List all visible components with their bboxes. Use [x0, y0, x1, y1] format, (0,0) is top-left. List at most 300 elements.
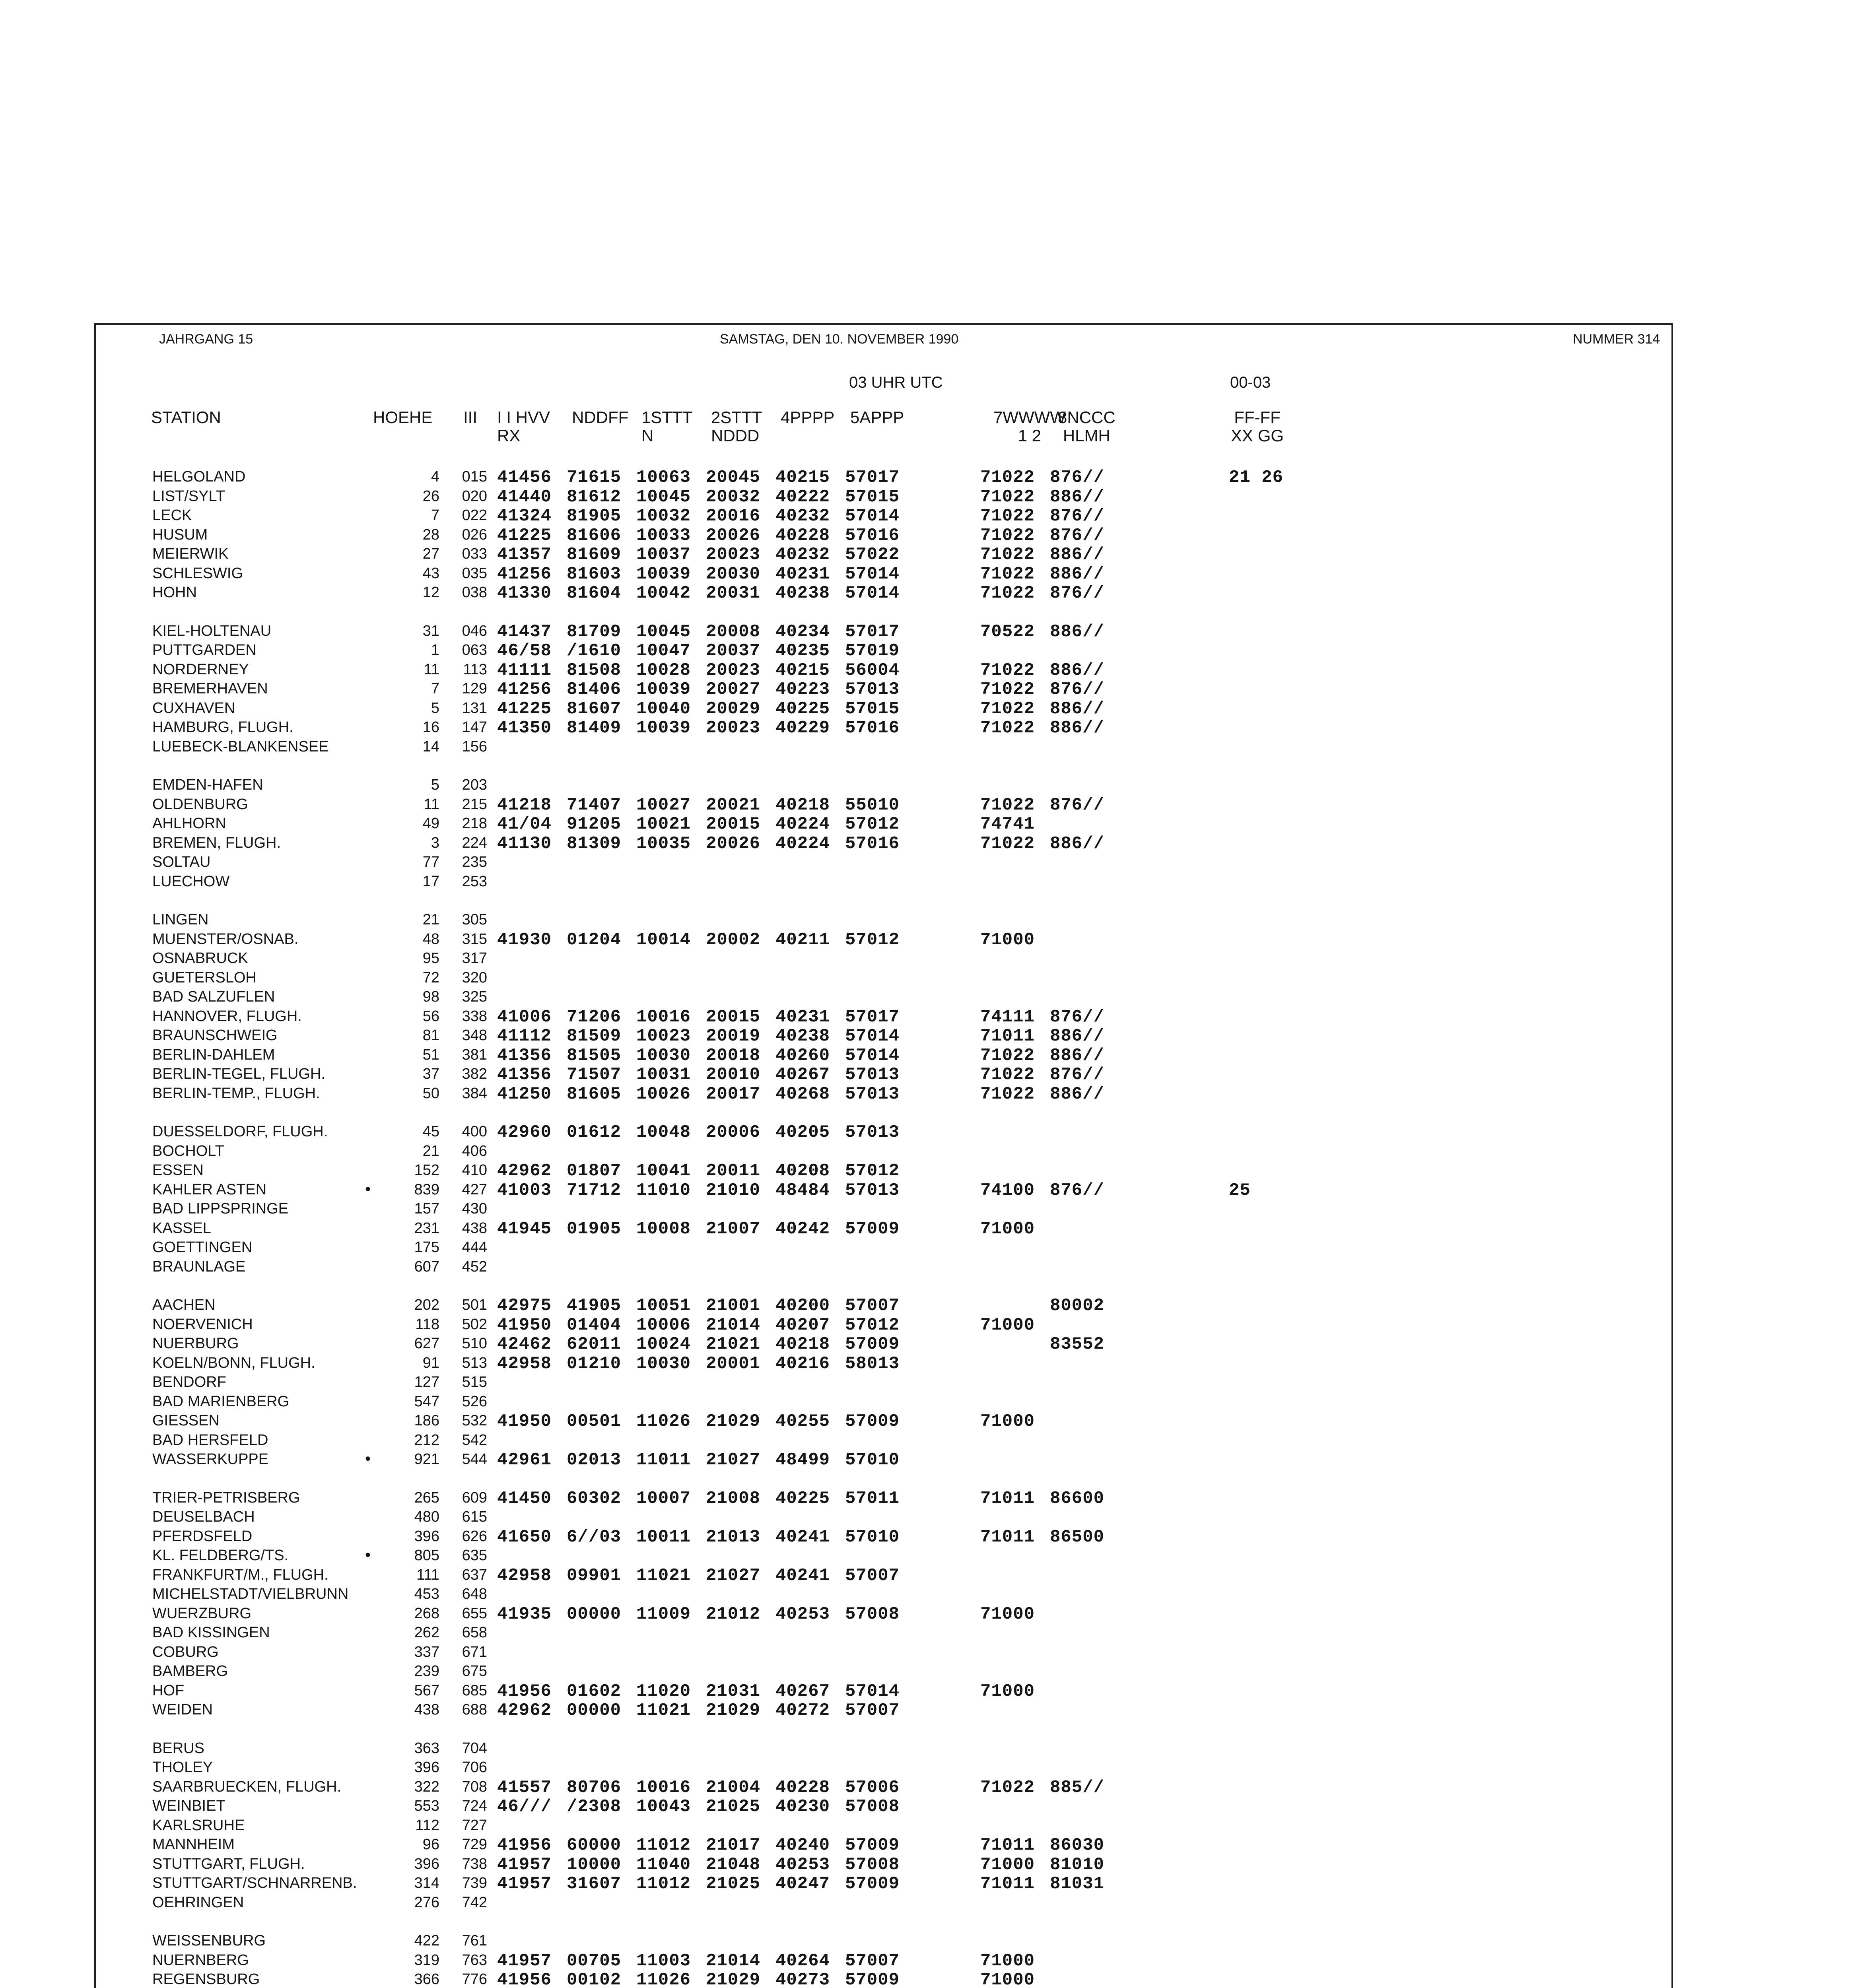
station-index: 063: [462, 642, 487, 658]
code-group-c7: 71022: [980, 506, 1035, 526]
code-group-c2: 6//03: [567, 1527, 622, 1547]
code-group-c6: 57017: [845, 1007, 900, 1027]
code-group-c1: 41957: [497, 1854, 552, 1875]
code-group-c8: 886//: [1050, 1084, 1105, 1104]
code-group-c1: 46/58: [497, 641, 552, 661]
station-index: 724: [462, 1798, 487, 1814]
station-index: 526: [462, 1393, 487, 1410]
code-group-c6: 57014: [845, 506, 900, 526]
code-group-c5: 40225: [775, 699, 830, 719]
station-index: 305: [462, 911, 487, 928]
table-row: [0, 1624, 1854, 1644]
station-height: 96: [422, 1836, 439, 1853]
code-group-c6: 57014: [845, 1045, 900, 1066]
table-row: [0, 1778, 1854, 1798]
code-group-c3: 10026: [636, 1084, 691, 1104]
code-group-c1: 41130: [497, 833, 552, 854]
code-group-c3: 10030: [636, 1045, 691, 1066]
code-group-c5: 40200: [775, 1296, 830, 1316]
table-row: [0, 1682, 1854, 1702]
code-group-c6: 57014: [845, 583, 900, 603]
code-group-c3: 10014: [636, 930, 691, 950]
station-height: 396: [414, 1528, 439, 1545]
code-group-c6: 57008: [845, 1854, 900, 1875]
code-group-c6: 57013: [845, 679, 900, 699]
code-group-c6: 57022: [845, 545, 900, 565]
code-group-c6: 57007: [845, 1296, 900, 1316]
table-row: [0, 1759, 1854, 1778]
table-row: [0, 1393, 1854, 1413]
code-group-c5: 40229: [775, 718, 830, 738]
code-group-c3: 10037: [636, 545, 691, 565]
code-group-c2: 71507: [567, 1065, 622, 1085]
code-group-c5: 40238: [775, 583, 830, 603]
code-group-c4: 21014: [706, 1315, 761, 1335]
code-group-c1: 41440: [497, 487, 552, 507]
code-group-c5: 40253: [775, 1604, 830, 1624]
code-group-c3: 11011: [636, 1450, 691, 1470]
code-group-c5: 40231: [775, 564, 830, 584]
station-index: 046: [462, 622, 487, 639]
code-group-c4: 20030: [706, 564, 761, 584]
code-group-c1: 41350: [497, 718, 552, 738]
station-height: 921: [414, 1451, 439, 1468]
code-group-c1: 42462: [497, 1334, 552, 1354]
code-group-c3: 11021: [636, 1701, 691, 1720]
code-group-c4: 21027: [706, 1565, 761, 1586]
station-height: 95: [422, 950, 439, 967]
code-group-c1: 41330: [497, 583, 552, 603]
code-group-c3: 11026: [636, 1411, 691, 1431]
station-name: WEISSENBURG: [152, 1932, 266, 1949]
code-group-c7: 71022: [980, 564, 1035, 584]
code-group-c7: 74741: [980, 814, 1035, 834]
code-group-c2: 81509: [567, 1026, 622, 1046]
code-group-c4: 20026: [706, 833, 761, 854]
code-group-c5: 40260: [775, 1045, 830, 1066]
station-name: SOLTAU: [152, 854, 211, 870]
code-group-c4: 20023: [706, 545, 761, 565]
station-height: 268: [414, 1605, 439, 1622]
code-group-c1: 41437: [497, 621, 552, 642]
station-index: 542: [462, 1431, 487, 1448]
station-name: BAD SALZUFLEN: [152, 988, 275, 1005]
code-group-c3: 10033: [636, 525, 691, 546]
station-index: 706: [462, 1759, 487, 1776]
station-height: 239: [414, 1663, 439, 1679]
code-group-c1: 46///: [497, 1797, 552, 1817]
code-group-c7: 71022: [980, 679, 1035, 699]
station-index: 113: [463, 661, 487, 678]
code-group-c6: 57009: [845, 1334, 900, 1354]
code-group-c5: 40223: [775, 679, 830, 699]
station-height: 98: [422, 988, 439, 1005]
station-name: BRAUNSCHWEIG: [152, 1027, 278, 1044]
station-height: 547: [414, 1393, 439, 1410]
code-group-c7: 71000: [980, 1411, 1035, 1431]
code-group-c6: 57016: [845, 525, 900, 546]
code-group-c3: 10016: [636, 1777, 691, 1798]
column-header-c4: 2STTT NDDD: [711, 408, 762, 445]
station-index: 156: [462, 738, 487, 755]
code-group-c8: 886//: [1050, 621, 1105, 642]
code-group-c8: 886//: [1050, 833, 1105, 854]
code-group-c5: 40216: [775, 1353, 830, 1374]
code-group-c6: 57017: [845, 621, 900, 642]
station-name: HUSUM: [152, 526, 208, 543]
code-group-c6: 57013: [845, 1065, 900, 1085]
code-group-c1: 41324: [497, 506, 552, 526]
code-group-c2: 01404: [567, 1315, 622, 1335]
station-name: NORDERNEY: [152, 661, 249, 678]
code-group-c4: 21008: [706, 1488, 761, 1508]
code-group-c6: 57009: [845, 1835, 900, 1855]
code-group-c2: 00000: [567, 1701, 622, 1720]
code-group-c5: 40205: [775, 1122, 830, 1142]
station-name: CUXHAVEN: [152, 699, 235, 716]
station-name: STUTTGART, FLUGH.: [152, 1855, 305, 1872]
station-name: LECK: [152, 507, 192, 524]
code-group-c1: 41225: [497, 525, 552, 546]
station-index: 502: [462, 1316, 487, 1333]
station-height: 111: [416, 1566, 439, 1583]
station-height: 438: [414, 1701, 439, 1718]
code-group-c1: 41956: [497, 1970, 552, 1988]
code-group-c4: 21007: [706, 1219, 761, 1239]
table-row: [0, 507, 1854, 526]
station-height: 7: [431, 680, 439, 697]
station-name: BERLIN-TEMP., FLUGH.: [152, 1085, 320, 1102]
code-group-c4: 20002: [706, 930, 761, 950]
code-group-c8: 876//: [1050, 1007, 1105, 1027]
table-row: [0, 1085, 1854, 1105]
code-group-c8: 876//: [1050, 795, 1105, 815]
code-group-c4: 20037: [706, 641, 761, 661]
table-row: [0, 1740, 1854, 1759]
code-group-c3: 11010: [636, 1180, 691, 1200]
station-name: BERLIN-DAHLEM: [152, 1046, 275, 1063]
code-group-c2: 81409: [567, 718, 622, 738]
code-group-c7: 71022: [980, 583, 1035, 603]
station-height: 202: [414, 1297, 439, 1313]
code-group-c2: 81406: [567, 679, 622, 699]
code-group-c1: 41225: [497, 699, 552, 719]
station-name: BAD KISSINGEN: [152, 1624, 270, 1641]
header-volume: JAHRGANG 15: [159, 332, 253, 347]
code-group-c5: 40247: [775, 1874, 830, 1894]
station-height: 5: [431, 699, 439, 716]
station-height: 262: [414, 1624, 439, 1641]
table-row: [0, 1220, 1854, 1239]
station-height: 805: [414, 1547, 439, 1564]
station-index: 348: [462, 1027, 487, 1044]
code-group-c7: 71022: [980, 1045, 1035, 1066]
code-group-c6: 57007: [845, 1565, 900, 1586]
code-group-c5: 40242: [775, 1219, 830, 1239]
code-group-c2: 00501: [567, 1411, 622, 1431]
station-index: 235: [462, 854, 487, 870]
table-row: [0, 738, 1854, 758]
code-group-c8: 886//: [1050, 564, 1105, 584]
station-name: NOERVENICH: [152, 1316, 253, 1333]
station-height: 91: [422, 1354, 439, 1371]
station-name: FRANKFURT/M., FLUGH.: [152, 1566, 328, 1583]
station-index: 671: [462, 1643, 487, 1660]
code-group-c2: 81309: [567, 833, 622, 854]
station-index: 444: [462, 1239, 487, 1256]
code-group-c3: 11021: [636, 1565, 691, 1586]
station-index: 382: [462, 1066, 487, 1082]
station-name: BAD HERSFELD: [152, 1431, 268, 1448]
code-group-c3: 10024: [636, 1334, 691, 1354]
code-group-c3: 11012: [636, 1835, 691, 1855]
table-row: [0, 1508, 1854, 1528]
table-row: [0, 1663, 1854, 1682]
table-row: [0, 1875, 1854, 1894]
table-row: [0, 584, 1854, 604]
station-name: MEIERWIK: [152, 546, 229, 562]
code-group-c3: 11012: [636, 1874, 691, 1894]
table-row: [0, 777, 1854, 796]
code-group-c2: 00000: [567, 1604, 622, 1624]
code-group-c6: 57014: [845, 564, 900, 584]
station-index: 215: [462, 796, 487, 813]
table-row: [0, 1547, 1854, 1567]
column-header-c1: I I HVV RX: [497, 408, 550, 445]
code-group-c4: 21004: [706, 1777, 761, 1798]
code-group-c3: 10041: [636, 1161, 691, 1181]
code-group-c5: 40232: [775, 506, 830, 526]
code-group-c6: 57014: [845, 1026, 900, 1046]
station-name: BREMERHAVEN: [152, 680, 268, 697]
code-group-c4: 20045: [706, 468, 761, 487]
table-row: [0, 1181, 1854, 1201]
station-name: KOELN/BONN, FLUGH.: [152, 1354, 315, 1371]
station-index: 129: [462, 680, 487, 697]
code-group-c7: 71011: [980, 1874, 1035, 1894]
code-group-c4: 20008: [706, 621, 761, 642]
code-group-c2: 71206: [567, 1007, 622, 1027]
station-index: 655: [462, 1605, 487, 1622]
station-height: 319: [414, 1951, 439, 1969]
station-name: BENDORF: [152, 1374, 226, 1390]
code-group-c2: 71712: [567, 1180, 622, 1200]
station-index: 761: [462, 1932, 487, 1949]
code-group-c1: 42958: [497, 1353, 552, 1374]
station-index: 637: [462, 1566, 487, 1583]
station-height: 363: [414, 1740, 439, 1757]
code-group-c3: 10047: [636, 641, 691, 661]
station-height: 396: [414, 1759, 439, 1776]
station-name: BAD LIPPSPRINGE: [152, 1200, 289, 1217]
code-group-c4: 21014: [706, 1951, 761, 1971]
code-group-c5: 40218: [775, 795, 830, 815]
code-group-c4: 21031: [706, 1681, 761, 1701]
table-row: [0, 1798, 1854, 1817]
code-group-c5: 40273: [775, 1970, 830, 1988]
code-group-c7: 71000: [980, 1970, 1035, 1988]
station-index: 658: [462, 1624, 487, 1641]
code-group-c8: 876//: [1050, 583, 1105, 603]
station-height: 21: [422, 1142, 439, 1159]
header-number: NUMMER 314: [1573, 332, 1660, 347]
table-row: [0, 546, 1854, 565]
station-name: EMDEN-HAFEN: [152, 777, 263, 793]
code-group-c4: 20001: [706, 1353, 761, 1374]
code-group-c2: 91205: [567, 814, 622, 834]
station-height: 49: [422, 815, 439, 832]
code-group-c3: 10006: [636, 1315, 691, 1335]
code-group-c2: 60302: [567, 1488, 622, 1508]
code-group-c7: 71000: [980, 1604, 1035, 1624]
code-group-c5: 40224: [775, 833, 830, 854]
code-group-c2: 00705: [567, 1951, 622, 1971]
station-name: BERUS: [152, 1740, 204, 1757]
code-group-c4: 20031: [706, 583, 761, 603]
code-group-c4: 20021: [706, 795, 761, 815]
code-group-c8: 86600: [1050, 1488, 1105, 1508]
code-group-c1: 41950: [497, 1315, 552, 1335]
table-row: [0, 1701, 1854, 1721]
code-group-c7: 74100: [980, 1180, 1035, 1200]
code-group-c8: 876//: [1050, 525, 1105, 546]
code-group-c4: 21025: [706, 1797, 761, 1817]
table-row: [0, 680, 1854, 700]
code-group-c7: 71011: [980, 1026, 1035, 1046]
column-header-c9: FF-FF XX GG: [1231, 408, 1284, 445]
code-group-c3: 10039: [636, 718, 691, 738]
table-row: [0, 623, 1854, 642]
table-row: [0, 1008, 1854, 1027]
station-index: 147: [462, 719, 487, 736]
station-index: 218: [462, 815, 487, 832]
station-height: 567: [414, 1682, 439, 1699]
station-height: 14: [422, 738, 439, 755]
code-group-c5: 40267: [775, 1681, 830, 1701]
code-group-c4: 20023: [706, 718, 761, 738]
station-index: 203: [462, 777, 487, 793]
code-group-c6: 57008: [845, 1797, 900, 1817]
station-height: 17: [422, 873, 439, 890]
code-group-c2: 01204: [567, 930, 622, 950]
table-row: [0, 1856, 1854, 1875]
code-group-c4: 20027: [706, 679, 761, 699]
code-group-c2: 01905: [567, 1219, 622, 1239]
code-group-c7: 71000: [980, 1315, 1035, 1335]
code-group-c6: 57012: [845, 814, 900, 834]
station-name: BREMEN, FLUGH.: [152, 834, 281, 851]
column-header-station: STATION: [151, 408, 221, 427]
code-group-c7: 71022: [980, 487, 1035, 507]
code-group-c6: 57006: [845, 1777, 900, 1798]
code-group-c4: 20016: [706, 506, 761, 526]
code-group-c7: 71022: [980, 525, 1035, 546]
station-name: AACHEN: [152, 1297, 216, 1313]
code-group-c6: 57012: [845, 1161, 900, 1181]
station-height: 72: [422, 969, 439, 986]
table-row: [0, 1451, 1854, 1470]
code-group-c4: 20023: [706, 660, 761, 680]
station-name: COBURG: [152, 1643, 219, 1660]
station-name: KARLSRUHE: [152, 1817, 245, 1834]
station-index: 022: [462, 507, 487, 524]
station-height: 112: [415, 1817, 439, 1834]
code-group-c8: 886//: [1050, 545, 1105, 565]
station-index: 609: [462, 1489, 487, 1506]
code-group-c2: 01602: [567, 1681, 622, 1701]
station-index: 381: [462, 1046, 487, 1063]
station-height: 839: [414, 1181, 439, 1198]
code-group-c6: 57015: [845, 487, 900, 507]
code-group-c3: 10045: [636, 487, 691, 507]
code-group-c6: 57007: [845, 1701, 900, 1720]
code-group-c3: 10045: [636, 621, 691, 642]
code-group-c2: 01612: [567, 1122, 622, 1142]
code-group-c2: /2308: [567, 1797, 622, 1817]
station-height: 21: [422, 911, 439, 928]
code-group-c7: 74111: [980, 1007, 1035, 1027]
code-group-c7: 71000: [980, 1951, 1035, 1971]
station-height: 627: [414, 1335, 439, 1352]
code-group-c8: 876//: [1050, 1180, 1105, 1200]
table-row: [0, 1528, 1854, 1547]
code-group-c4: 20029: [706, 699, 761, 719]
header-date: SAMSTAG, DEN 10. NOVEMBER 1990: [720, 332, 959, 347]
code-group-c4: 20011: [706, 1161, 761, 1181]
code-group-c1: 41957: [497, 1874, 552, 1894]
code-group-c2: 60000: [567, 1835, 622, 1855]
code-group-c7: 71022: [980, 660, 1035, 680]
code-group-c8: 886//: [1050, 1045, 1105, 1066]
station-height: 276: [414, 1894, 439, 1911]
code-group-c1: 41456: [497, 468, 552, 487]
column-header-hoehe: HOEHE: [373, 408, 433, 427]
time-header: 03 UHR UTC: [849, 374, 943, 391]
station-name: WEINBIET: [152, 1798, 225, 1814]
code-group-c3: 10016: [636, 1007, 691, 1027]
table-row: [0, 854, 1854, 873]
station-index: 320: [462, 969, 487, 986]
code-group-c2: 81606: [567, 525, 622, 546]
code-group-c2: 01210: [567, 1353, 622, 1374]
code-group-c6: 57011: [845, 1488, 900, 1508]
code-group-c1: 41/04: [497, 814, 552, 834]
station-height: 157: [414, 1200, 439, 1217]
station-name: GUETERSLOH: [152, 969, 257, 986]
code-group-c2: 81609: [567, 545, 622, 565]
station-height: 5: [431, 777, 439, 793]
station-height: 37: [422, 1066, 439, 1082]
code-group-c5: 40268: [775, 1084, 830, 1104]
station-height: 212: [414, 1431, 439, 1448]
code-group-c3: 10011: [636, 1527, 691, 1547]
code-group-c1: 41957: [497, 1951, 552, 1971]
code-group-c3: 10030: [636, 1353, 691, 1374]
code-group-c6: 58013: [845, 1353, 900, 1374]
code-group-c6: 57012: [845, 930, 900, 950]
column-header-c2: NDDFF: [572, 408, 629, 427]
station-index: 410: [462, 1162, 487, 1178]
station-name: MANNHEIM: [152, 1836, 235, 1853]
station-name: OEHRINGEN: [152, 1894, 244, 1911]
code-group-c5: 40240: [775, 1835, 830, 1855]
station-name: KL. FELDBERG/TS.: [152, 1547, 289, 1564]
column-header-c8: 8NCCC HLMH: [1058, 408, 1116, 445]
code-group-c3: 10032: [636, 506, 691, 526]
mountain-station-marker: •: [365, 1180, 371, 1198]
table-row: [0, 719, 1854, 738]
code-group-c6: 57014: [845, 1681, 900, 1701]
